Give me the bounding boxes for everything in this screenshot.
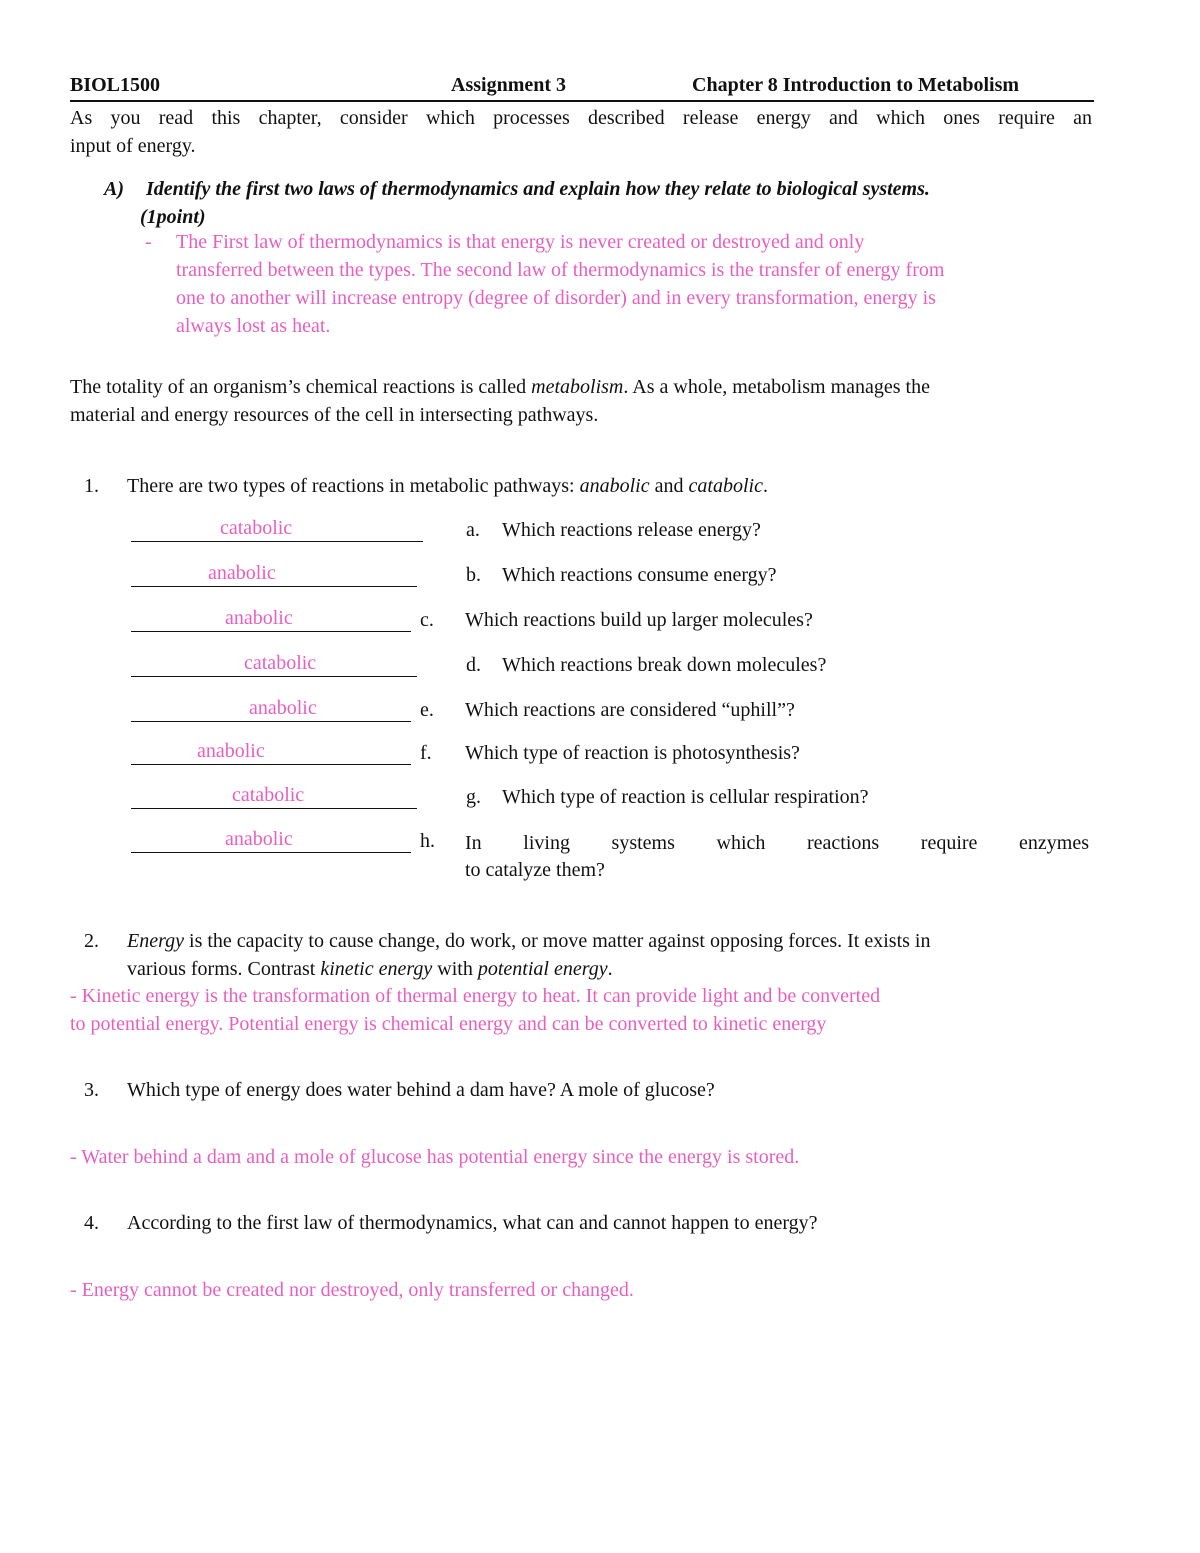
item-question-line-2: to catalyze them? (465, 859, 605, 881)
q1-item-c (131, 609, 1096, 637)
anabolic-term: anabolic (579, 475, 650, 497)
question-2-number: 2. (84, 930, 99, 952)
item-letter: a. (466, 519, 480, 541)
question-4-number: 4. (84, 1212, 99, 1234)
item-question: Which reactions are considered “uphill”? (465, 699, 795, 721)
item-letter: b. (466, 564, 481, 586)
item-question: Which type of reaction is cellular respiration? (502, 786, 869, 808)
answer-text: anabolic (197, 740, 265, 762)
question-1-text-mid: and (649, 475, 689, 497)
answer-blank[interactable] (131, 786, 417, 809)
metabolism-text-pre: The totality of an organism’s chemical reactions is called (70, 376, 532, 398)
page-header (70, 74, 1094, 102)
answer-blank[interactable] (131, 654, 417, 677)
answer-text: catabolic (232, 784, 305, 806)
metabolism-line-1 (70, 373, 1094, 401)
kinetic-energy-term: kinetic energy (320, 958, 433, 980)
part-a-question-line-1: Identify the first two laws of thermodynamics and explain how they relate to biological systems. (146, 178, 930, 200)
answer-text: anabolic (225, 828, 293, 850)
answer-blank[interactable] (131, 699, 411, 722)
item-question: Which reactions break down molecules? (502, 654, 827, 676)
answer-blank[interactable] (131, 830, 411, 853)
course-code: BIOL1500 (70, 74, 161, 96)
intro-paragraph (70, 104, 1092, 160)
question-4-text: According to the first law of thermodynamics, what can and cannot happen to energy? (127, 1212, 818, 1234)
question-1-text-pre: There are two types of reactions in metabolic pathways: (127, 475, 580, 497)
question-4 (84, 1209, 1094, 1237)
answer-text: anabolic (225, 607, 293, 629)
potential-energy-term: potential energy (477, 958, 608, 980)
part-a-answer-line-4: always lost as heat. (176, 315, 331, 337)
item-letter: f. (420, 742, 432, 764)
q1-item-b (131, 564, 1096, 592)
question-2-line-2-with: with (432, 958, 478, 980)
item-question: Which reactions release energy? (502, 519, 761, 541)
part-a-label: A) (104, 178, 124, 200)
answer-blank[interactable] (131, 564, 417, 587)
item-question: Which reactions build up larger molecules? (465, 609, 813, 631)
item-question: Which reactions consume energy? (502, 564, 777, 586)
catabolic-term: catabolic (688, 475, 763, 497)
answer-blank[interactable] (131, 519, 423, 542)
question-3-answer: - Water behind a dam and a mole of glucose has potential energy since the energy is stored. (70, 1146, 800, 1168)
question-1 (84, 472, 1094, 500)
intro-line-1: As you read this chapter, consider which processes described release energy and which ones require an (70, 107, 1092, 129)
energy-term: Energy (127, 930, 185, 952)
part-a-question (104, 175, 1094, 231)
question-3 (84, 1076, 1094, 1104)
q1-item-d (131, 654, 1096, 682)
question-3-number: 3. (84, 1079, 99, 1101)
question-1-text-post: . (762, 475, 768, 497)
part-a-answer-line-2: transferred between the types. The second law of thermodynamics is the transfer of energy from (176, 259, 945, 281)
q1-item-a (131, 519, 1096, 547)
part-a-answer-line-1: The First law of thermodynamics is that energy is never created or destroyed and only (176, 231, 865, 253)
question-2-answer-line-1: - Kinetic energy is the transformation of thermal energy to heat. It can provide light and be converted (70, 985, 881, 1007)
question-2-line-2 (127, 955, 1094, 983)
answer-text: anabolic (208, 562, 276, 584)
answer-text: catabolic (244, 652, 317, 674)
answer-text: catabolic (220, 517, 293, 539)
part-a-answer (145, 228, 1095, 340)
answer-blank[interactable] (131, 742, 411, 765)
item-question (465, 830, 1089, 884)
item-letter: h. (420, 830, 435, 852)
chapter-title: Chapter 8 Introduction to Metabolism (692, 74, 1020, 96)
q1-item-h (131, 830, 1096, 886)
item-letter: c. (420, 609, 434, 631)
question-2 (84, 927, 1094, 983)
part-a-question-line-2: (1point) (140, 206, 206, 228)
item-letter: g. (466, 786, 481, 808)
question-2-line-2-pre: various forms. Contrast (127, 958, 321, 980)
part-a-answer-line-3: one to another will increase entropy (degree of disorder) and in every transformation, energy is (176, 287, 936, 309)
question-4-answer: - Energy cannot be created nor destroyed, only transferred or changed. (70, 1279, 634, 1301)
question-2-line-2-end: . (607, 958, 613, 980)
item-question: Which type of reaction is photosynthesis? (465, 742, 800, 764)
metabolism-text-post: . As a whole, metabolism manages the (623, 376, 930, 398)
part-a-answer-dash: - (145, 231, 152, 253)
metabolism-term: metabolism (531, 376, 624, 398)
answer-blank[interactable] (131, 609, 411, 632)
assignment-title: Assignment 3 (451, 74, 567, 96)
metabolism-paragraph (70, 373, 1094, 429)
question-2-line-1-rest: is the capacity to cause change, do work, or move matter against opposing forces. It exists in (184, 930, 931, 952)
q1-item-f (131, 742, 1096, 770)
question-2-answer-line-2: to potential energy. Potential energy is chemical energy and can be converted to kinetic energy (70, 1013, 827, 1035)
question-2-answer (70, 982, 1094, 1038)
question-2-line-1 (127, 927, 1094, 955)
question-3-text: Which type of energy does water behind a dam have? A mole of glucose? (127, 1079, 715, 1101)
q1-item-g (131, 786, 1096, 814)
answer-text: anabolic (249, 697, 317, 719)
item-question-line-1: In living systems which reactions require enzymes (465, 832, 1089, 854)
intro-line-2: input of energy. (70, 135, 196, 157)
item-letter: d. (466, 654, 481, 676)
question-1-text (127, 472, 1094, 500)
metabolism-line-2: material and energy resources of the cell in intersecting pathways. (70, 404, 599, 426)
question-1-number: 1. (84, 475, 99, 497)
item-letter: e. (420, 699, 434, 721)
q1-item-e (131, 699, 1096, 727)
